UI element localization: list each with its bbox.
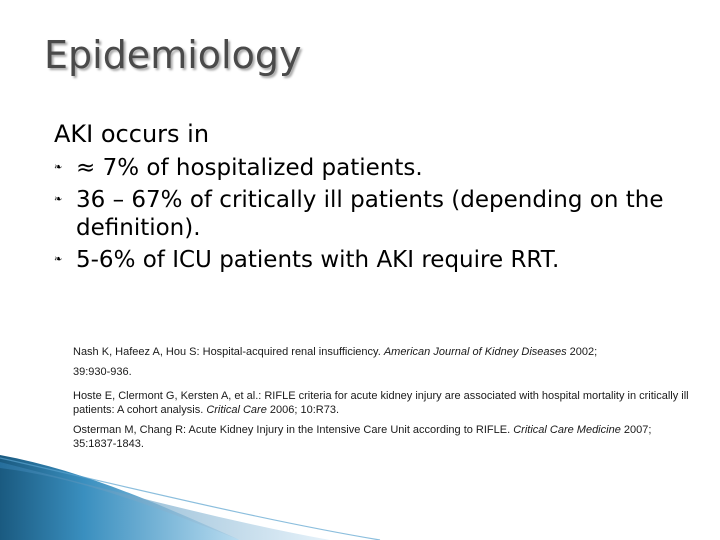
reference-authors-title: Osterman M, Chang R: Acute Kidney Injury in the Intensive Care Unit according to RIFLE.	[73, 424, 514, 436]
reference-details: 2002;	[566, 346, 598, 358]
slide-title: Epidemiology	[44, 33, 302, 77]
bullet-list	[54, 154, 694, 278]
wave-band	[0, 462, 330, 540]
reference-journal: Critical Care Medicine	[513, 424, 621, 436]
reference	[73, 389, 693, 417]
bullet-text: ≈ 7% of hospitalized patients.	[76, 155, 423, 181]
reference-journal: Critical Care	[206, 404, 267, 416]
reference-details: 2007; 35:1837-1843.	[73, 424, 652, 450]
bullet-marker-icon: ❧	[54, 162, 63, 173]
reference	[73, 423, 693, 451]
reference-details: 2006; 10:R73.	[266, 404, 339, 416]
bullet-marker-icon: ❧	[54, 194, 63, 205]
reference	[73, 345, 693, 359]
bullet-item	[54, 154, 694, 182]
intro-text: AKI occurs in	[54, 120, 210, 148]
bullet-item	[54, 186, 694, 242]
reference-journal: American Journal of Kidney Diseases	[383, 346, 567, 358]
reference-authors-title: Nash K, Hafeez A, Hou S: Hospital-acquired renal insufficiency.	[73, 346, 384, 358]
wave-line	[0, 458, 380, 540]
references	[73, 345, 693, 457]
wave-band	[0, 455, 240, 540]
bullet-item	[54, 246, 694, 274]
reference-authors-title: Hoste E, Clermont G, Kersten A, et al.: RIFLE criteria for acute kidney injury are associated with hospital mortality in critically ill patients: A cohort analysis.	[73, 390, 689, 416]
bullet-text: 5-6% of ICU patients with AKI require RRT.	[76, 247, 560, 273]
bullet-text: 36 – 67% of critically ill patients (depending on the definition).	[76, 187, 664, 241]
bullet-marker-icon: ❧	[54, 254, 63, 265]
reference-continuation: 39:930-936.	[73, 366, 132, 378]
